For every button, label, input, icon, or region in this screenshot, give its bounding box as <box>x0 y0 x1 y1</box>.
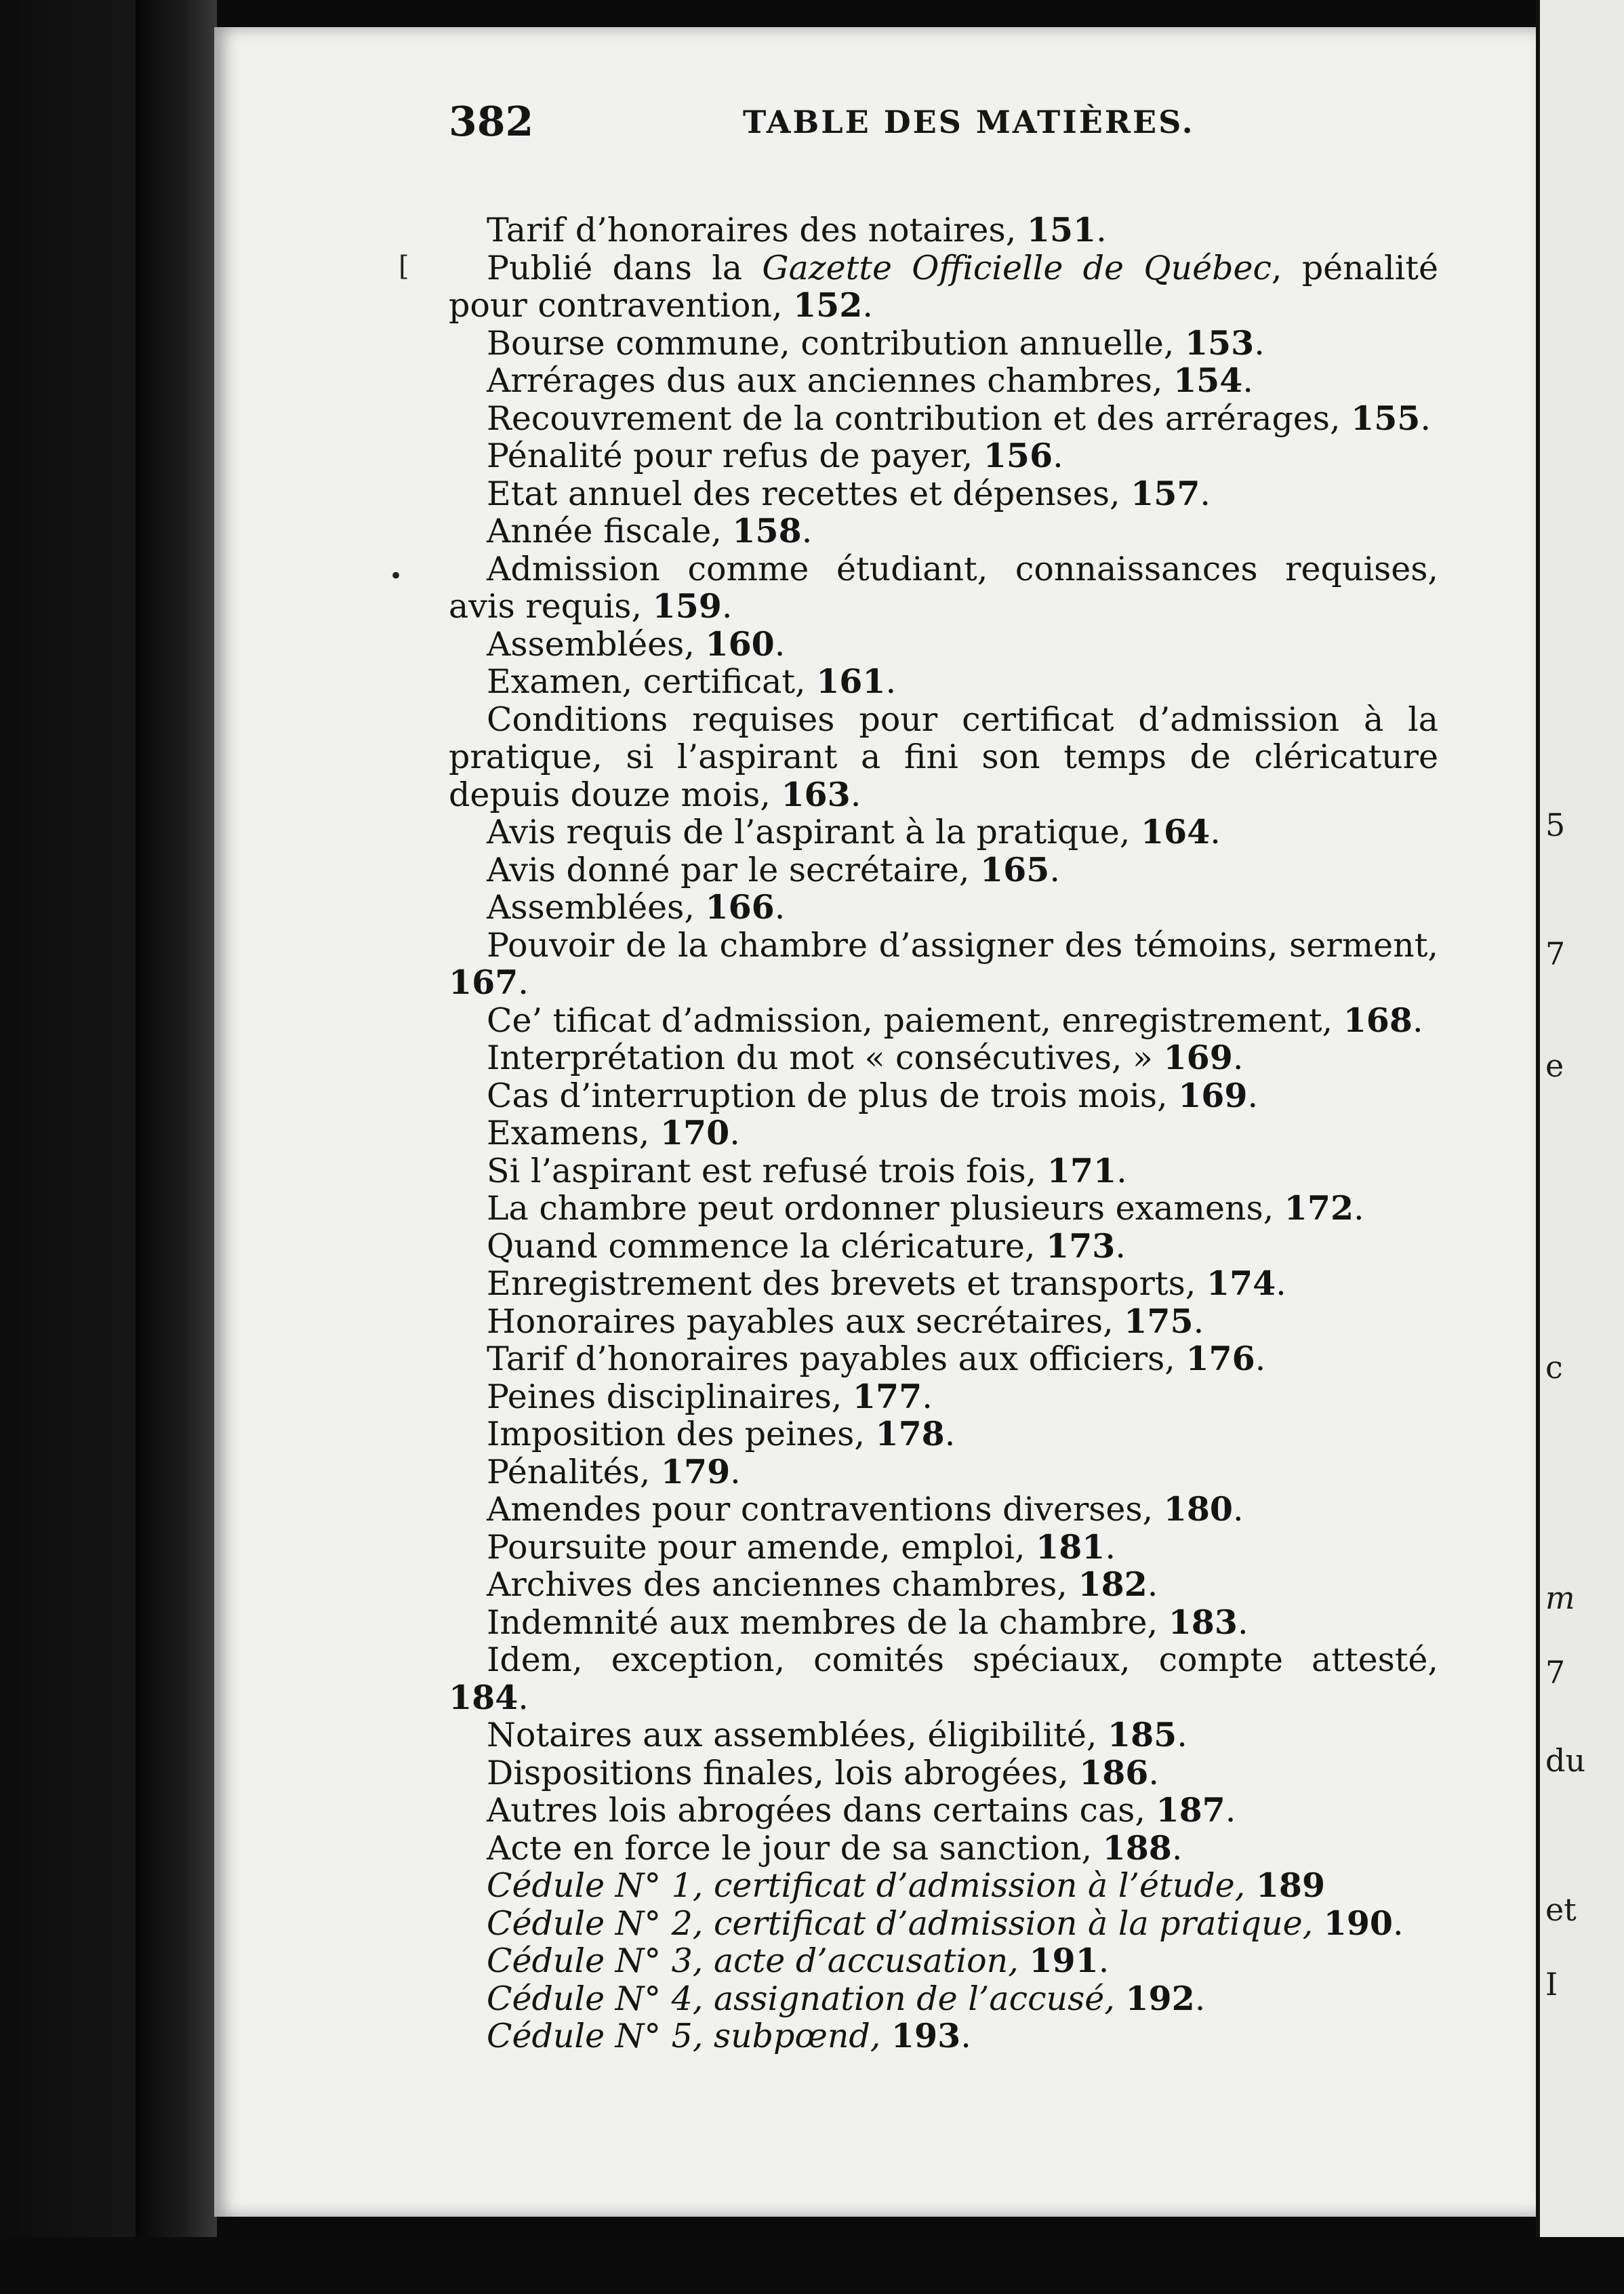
toc-entry: Admission comme étudiant, connaissances requises, avis requis, 159. <box>449 549 1438 626</box>
facing-page-fragment: 5 <box>1545 807 1566 843</box>
facing-page-edge <box>1536 0 1624 2237</box>
toc-entry: Tarif d’honoraires des notaires, 151. <box>487 210 1107 249</box>
toc-entry: Avis requis de l’aspirant à la pratique, 164. <box>487 812 1221 851</box>
toc-entry: Indemnité aux membres de la chambre, 183. <box>487 1602 1249 1642</box>
toc-entry: Si l’aspirant est refusé trois fois, 171. <box>487 1150 1127 1190</box>
book-binding-shadow <box>136 0 217 2257</box>
table-of-contents-entries <box>449 212 1438 2055</box>
toc-entry: Acte en force le jour de sa sanction, 188. <box>487 1828 1183 1868</box>
toc-entry: Amendes pour contraventions diverses, 180. <box>487 1489 1244 1529</box>
toc-entry: Bourse commune, contribution annuelle, 153. <box>487 323 1265 363</box>
toc-entry: Examen, certificat, 161. <box>487 662 897 701</box>
schedule-entry: Cédule N° 5, subpœnd, 193. <box>487 2016 971 2055</box>
toc-entry: Cas d’interruption de plus de trois mois, 169. <box>487 1075 1259 1115</box>
toc-entry: Avis donné par le secrétaire, 165. <box>487 849 1060 889</box>
toc-entry: Recouvrement de la contribution et des arrérages, 155. <box>487 398 1431 438</box>
facing-page-fragment: m <box>1545 1579 1575 1616</box>
toc-entry: Tarif d’honoraires payables aux officiers, 176. <box>487 1339 1266 1378</box>
facing-page-fragment: du <box>1545 1742 1586 1779</box>
facing-page-fragment: 7 <box>1545 1654 1566 1691</box>
facing-page-fragment: I <box>1545 1966 1558 2003</box>
book-page <box>214 27 1536 2217</box>
margin-mark: [ <box>399 251 409 282</box>
toc-entry: Peines disciplinaires, 177. <box>487 1376 933 1416</box>
toc-entry: Enregistrement des brevets et transports, 174. <box>487 1264 1286 1303</box>
toc-entry: Poursuite pour amende, emploi, 181. <box>487 1527 1116 1567</box>
toc-entry: Année fiscale, 158. <box>487 511 813 550</box>
toc-entry: Publié dans la Gazette Officielle de Québec, pénalité pour contravention, 152. <box>449 248 1438 325</box>
toc-entry: La chambre peut ordonner plusieurs examens, 172. <box>487 1188 1364 1228</box>
margin-mark: • <box>389 563 403 590</box>
toc-entry: Ce’ tificat d’admission, paiement, enregistrement, 168. <box>487 1000 1423 1040</box>
toc-entry: Interprétation du mot « consécutives, » 169. <box>487 1038 1244 1077</box>
toc-entry: Etat annuel des recettes et dépenses, 157. <box>487 473 1211 513</box>
schedule-entry: Cédule N° 3, acte d’accusation, 191. <box>487 1941 1110 1980</box>
facing-page-fragment: c <box>1545 1349 1563 1386</box>
schedule-entry: Cédule N° 2, certificat d’admission à la pratique, 190. <box>487 1903 1404 1943</box>
toc-entry: Pénalités, 179. <box>487 1451 741 1491</box>
toc-entry: Quand commence la cléricature, 173. <box>487 1226 1126 1266</box>
toc-entry: Honoraires payables aux secrétaires, 175. <box>487 1301 1204 1341</box>
toc-entry: Idem, exception, comités spéciaux, compte attesté, 184. <box>449 1641 1438 1717</box>
page-header <box>214 98 1536 159</box>
toc-entry: Notaires aux assemblées, éligibilité, 185. <box>487 1715 1187 1754</box>
toc-entry: Conditions requises pour certificat d’admission à la pratique, si l’aspirant a fini son temps de cléricature depuis douze mois, 163. <box>449 700 1438 814</box>
toc-entry: Autres lois abrogées dans certains cas, 187. <box>487 1790 1236 1830</box>
facing-page-fragment: et <box>1545 1891 1577 1928</box>
schedule-entry: Cédule N° 1, certificat d’admission à l’étude, 189 <box>487 1866 1326 1905</box>
toc-entry: Examens, 170. <box>487 1113 740 1152</box>
toc-entry: Assemblées, 166. <box>487 887 786 927</box>
toc-entry: Pouvoir de la chambre d’assigner des témoins, serment, 167. <box>449 925 1438 1002</box>
page-number: 382 <box>449 98 534 146</box>
facing-page-fragment: 7 <box>1545 935 1566 972</box>
running-title: TABLE DES MATIÈRES. <box>743 104 1195 140</box>
toc-entry: Archives des anciennes chambres, 182. <box>487 1565 1158 1604</box>
schedule-entry: Cédule N° 4, assignation de l’accusé, 192. <box>487 1978 1206 2018</box>
scan-bottom-edge <box>0 2237 1624 2294</box>
facing-page-fragment: e <box>1545 1047 1564 1084</box>
toc-entry: Arrérages dus aux anciennes chambres, 154. <box>487 361 1253 400</box>
toc-entry: Assemblées, 160. <box>487 624 786 664</box>
toc-entry: Dispositions finales, lois abrogées, 186. <box>487 1752 1159 1792</box>
toc-entry: Imposition des peines, 178. <box>487 1414 956 1453</box>
toc-entry: Pénalité pour refus de payer, 156. <box>487 436 1063 475</box>
